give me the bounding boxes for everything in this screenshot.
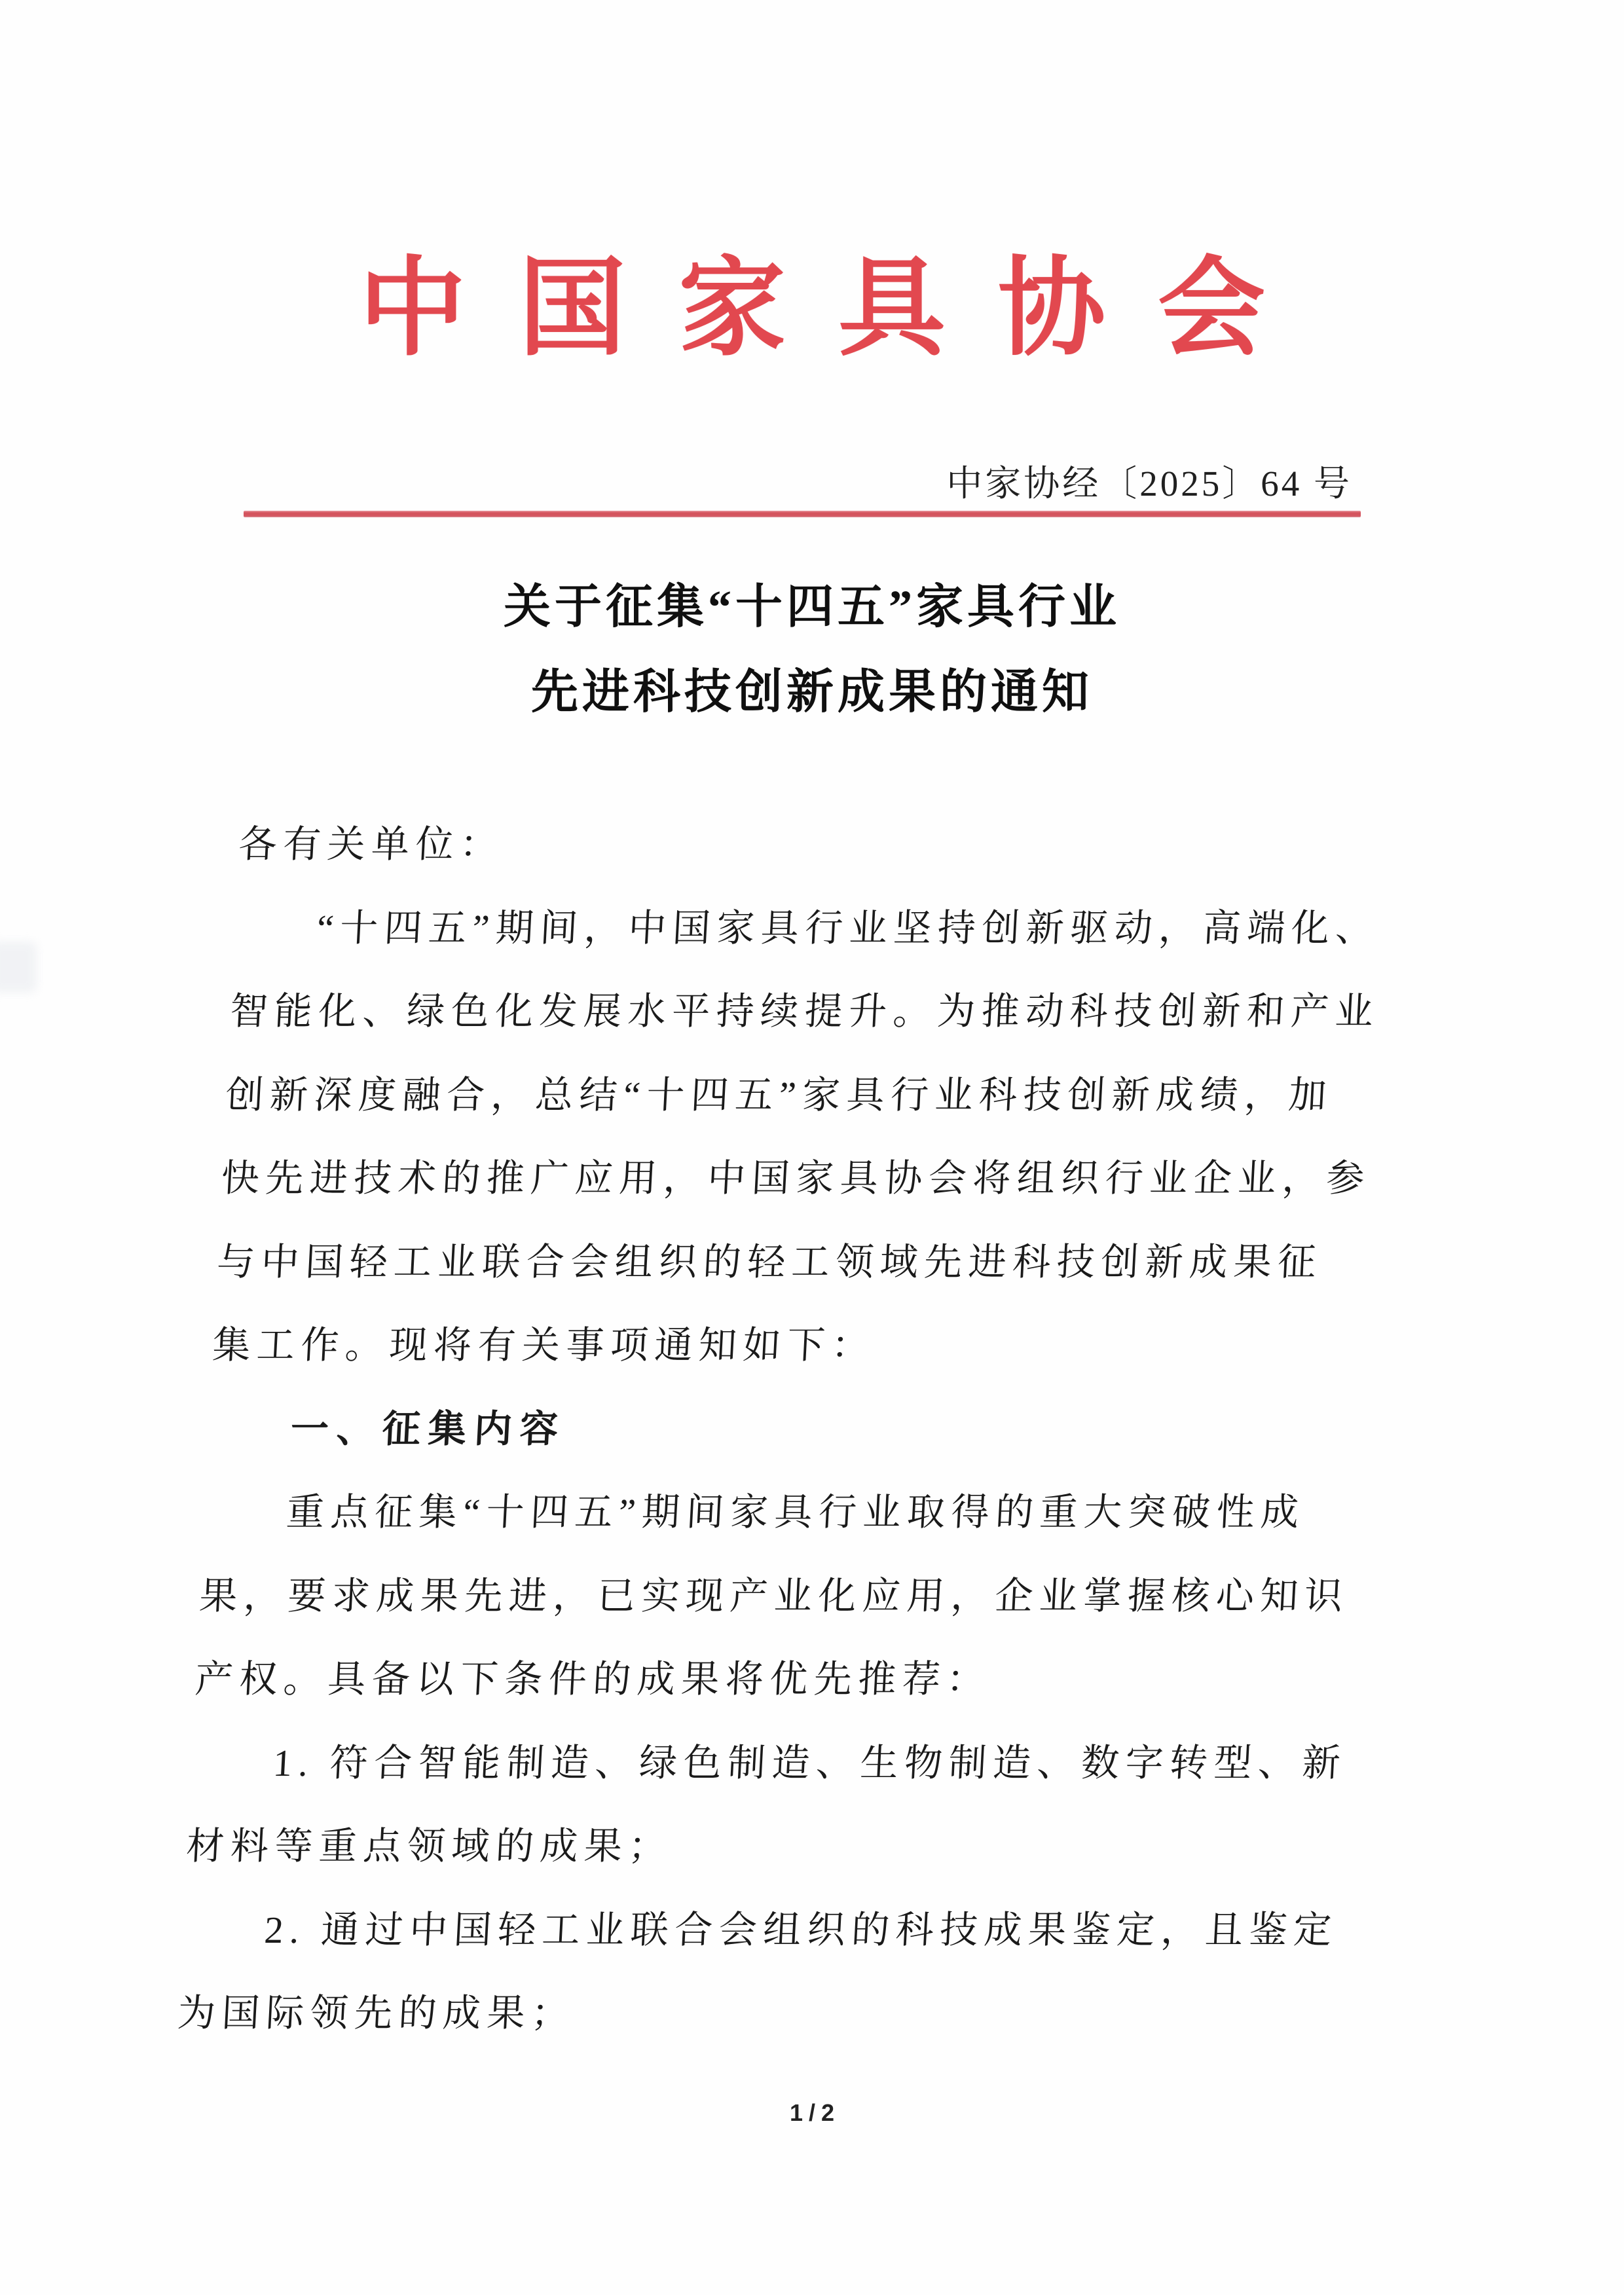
body-line: 材料等重点领域的成果； bbox=[185, 1825, 674, 1867]
body-line: 为国际领先的成果； bbox=[176, 1992, 577, 2034]
body-line: 快先进技术的推广应用，中国家具协会将组织行业企业，参 bbox=[220, 1157, 1372, 1200]
body-line: 各有关单位： bbox=[237, 823, 506, 866]
document-title-line1: 关于征集“十四五”家具行业 bbox=[503, 581, 1120, 633]
document-title bbox=[0, 564, 1624, 735]
body-line: 集工作。现将有关事项通知如下： bbox=[211, 1324, 877, 1367]
doc-number: 中家协经〔2025〕64 号 bbox=[946, 464, 1352, 504]
body-line: 重点征集“十四五”期间家具行业取得的重大突破性成 bbox=[285, 1491, 1306, 1533]
document-body bbox=[175, 803, 1393, 2055]
body-line: 一、征集内容 bbox=[289, 1407, 567, 1450]
document-title-line2: 先进科技创新成果的通知 bbox=[530, 666, 1093, 718]
body-line: 与中国轻工业联合会组织的轻工领域先进科技创新成果征 bbox=[215, 1240, 1323, 1283]
scan-smudge bbox=[0, 942, 37, 993]
body-line: 2. 通过中国轻工业联合会组织的科技成果鉴定，且鉴定 bbox=[263, 1908, 1339, 1951]
red-divider-line bbox=[244, 511, 1361, 517]
body-line: 智能化、绿色化发展水平持续提升。为推动科技创新和产业 bbox=[229, 990, 1381, 1033]
org-name-header: 中国家具协会 bbox=[358, 250, 1318, 369]
body-line: “十四五”期间，中国家具行业坚持创新驱动，高端化、 bbox=[316, 906, 1381, 949]
page-number: 1/2 bbox=[789, 2099, 841, 2126]
body-line: 果，要求成果先进，已实现产业化应用，企业掌握核心知识 bbox=[198, 1574, 1350, 1617]
body-line: 产权。具备以下条件的成果将优先推荐： bbox=[194, 1658, 992, 1700]
body-line: 创新深度融合，总结“十四五”家具行业科技创新成绩，加 bbox=[224, 1073, 1334, 1116]
body-line: 1. 符合智能制造、绿色制造、生物制造、数字转型、新 bbox=[272, 1741, 1348, 1784]
